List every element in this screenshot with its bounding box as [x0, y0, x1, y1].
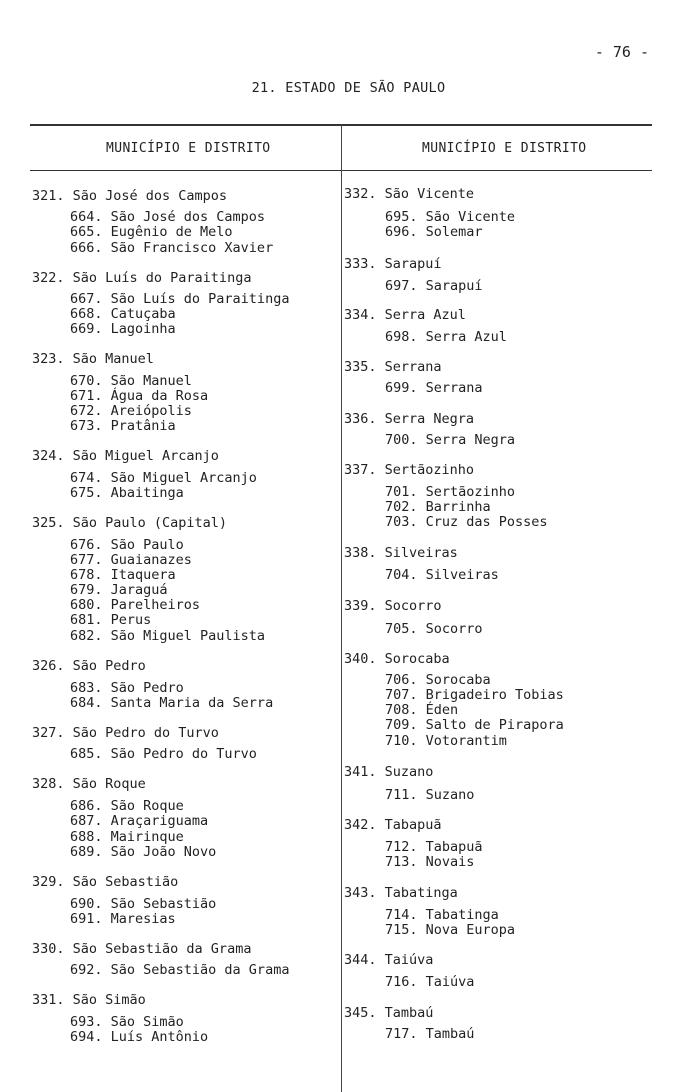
- distrito-687: 687. Araçariguama: [70, 813, 209, 829]
- distrito-675: 675. Abaitinga: [70, 485, 184, 501]
- distrito-683: 683. São Pedro: [70, 680, 184, 696]
- municipio-339: 339. Socorro: [344, 598, 442, 614]
- distrito-678: 678. Itaquera: [70, 567, 176, 583]
- distrito-682: 682. São Miguel Paulista: [70, 628, 266, 644]
- municipio-338: 338. Silveiras: [344, 545, 458, 561]
- distrito-685: 685. São Pedro do Turvo: [70, 746, 257, 762]
- distrito-694: 694. Luís Antônio: [70, 1029, 209, 1045]
- municipio-335: 335. Serrana: [344, 359, 442, 375]
- distrito-696: 696. Solemar: [385, 224, 483, 240]
- municipio-329: 329. São Sebastião: [32, 874, 179, 890]
- municipio-342: 342. Tabapuã: [344, 817, 442, 833]
- distrito-712: 712. Tabapuã: [385, 839, 483, 855]
- page-title: 21. ESTADO DE SÃO PAULO: [251, 80, 446, 96]
- municipio-323: 323. São Manuel: [32, 351, 154, 367]
- municipio-334: 334. Serra Azul: [344, 307, 466, 323]
- municipio-322: 322. São Luís do Paraitinga: [32, 270, 252, 286]
- distrito-666: 666. São Francisco Xavier: [70, 240, 274, 256]
- distrito-710: 710. Votorantim: [385, 733, 507, 749]
- distrito-697: 697. Sarapuí: [385, 278, 483, 294]
- column-header-right: MUNICÍPIO E DISTRITO: [422, 141, 587, 156]
- distrito-677: 677. Guaianazes: [70, 552, 192, 568]
- distrito-689: 689. São João Novo: [70, 844, 217, 860]
- distrito-715: 715. Nova Europa: [385, 922, 516, 938]
- distrito-665: 665. Eugênio de Melo: [70, 224, 233, 240]
- distrito-709: 709. Salto de Pirapora: [385, 717, 564, 733]
- municipio-340: 340. Sorocaba: [344, 651, 450, 667]
- distrito-680: 680. Parelheiros: [70, 597, 201, 613]
- distrito-688: 688. Mairinque: [70, 829, 184, 845]
- distrito-699: 699. Serrana: [385, 380, 483, 396]
- distrito-716: 716. Taiúva: [385, 974, 475, 990]
- municipio-336: 336. Serra Negra: [344, 411, 475, 427]
- distrito-674: 674. São Miguel Arcanjo: [70, 470, 257, 486]
- distrito-668: 668. Catuçaba: [70, 306, 176, 322]
- distrito-706: 706. Sorocaba: [385, 672, 491, 688]
- distrito-679: 679. Jaraguá: [70, 582, 168, 598]
- municipio-331: 331. São Simão: [32, 992, 146, 1008]
- distrito-717: 717. Tambaú: [385, 1026, 475, 1042]
- distrito-670: 670. São Manuel: [70, 373, 192, 389]
- page-number: - 76 -: [594, 43, 649, 61]
- municipio-321: 321. São José dos Campos: [32, 188, 228, 204]
- municipio-325: 325. São Paulo (Capital): [32, 515, 228, 531]
- distrito-676: 676. São Paulo: [70, 537, 184, 553]
- column-header-left: MUNICÍPIO E DISTRITO: [106, 141, 271, 156]
- municipio-333: 333. Sarapuí: [344, 256, 442, 272]
- distrito-686: 686. São Roque: [70, 798, 184, 814]
- distrito-671: 671. Água da Rosa: [70, 388, 209, 404]
- distrito-700: 700. Serra Negra: [385, 432, 516, 448]
- municipio-326: 326. São Pedro: [32, 658, 146, 674]
- distrito-703: 703. Cruz das Posses: [385, 514, 548, 530]
- distrito-702: 702. Barrinha: [385, 499, 491, 515]
- distrito-695: 695. São Vicente: [385, 209, 516, 225]
- distrito-701: 701. Sertãozinho: [385, 484, 516, 500]
- municipio-345: 345. Tambaú: [344, 1005, 434, 1021]
- distrito-714: 714. Tabatinga: [385, 907, 499, 923]
- municipio-344: 344. Taiúva: [344, 952, 434, 968]
- distrito-707: 707. Brigadeiro Tobias: [385, 687, 564, 703]
- distrito-691: 691. Maresias: [70, 911, 176, 927]
- distrito-711: 711. Suzano: [385, 787, 475, 803]
- distrito-672: 672. Areiópolis: [70, 403, 192, 419]
- distrito-667: 667. São Luís do Paraitinga: [70, 291, 290, 307]
- municipio-327: 327. São Pedro do Turvo: [32, 725, 219, 741]
- distrito-673: 673. Pratânia: [70, 418, 176, 434]
- distrito-705: 705. Socorro: [385, 621, 483, 637]
- municipio-341: 341. Suzano: [344, 764, 434, 780]
- distrito-698: 698. Serra Azul: [385, 329, 507, 345]
- column-divider: [341, 124, 342, 1092]
- municipio-337: 337. Sertãozinho: [344, 462, 475, 478]
- distrito-708: 708. Éden: [385, 702, 459, 718]
- municipio-330: 330. São Sebastião da Grama: [32, 941, 252, 957]
- distrito-681: 681. Perus: [70, 612, 152, 628]
- municipio-343: 343. Tabatinga: [344, 885, 458, 901]
- distrito-704: 704. Silveiras: [385, 567, 499, 583]
- municipio-328: 328. São Roque: [32, 776, 146, 792]
- distrito-690: 690. São Sebastião: [70, 896, 217, 912]
- distrito-684: 684. Santa Maria da Serra: [70, 695, 274, 711]
- distrito-693: 693. São Simão: [70, 1014, 184, 1030]
- distrito-669: 669. Lagoinha: [70, 321, 176, 337]
- distrito-664: 664. São José dos Campos: [70, 209, 266, 225]
- municipio-332: 332. São Vicente: [344, 186, 475, 202]
- distrito-713: 713. Novais: [385, 854, 475, 870]
- municipio-324: 324. São Miguel Arcanjo: [32, 448, 219, 464]
- distrito-692: 692. São Sebastião da Grama: [70, 962, 290, 978]
